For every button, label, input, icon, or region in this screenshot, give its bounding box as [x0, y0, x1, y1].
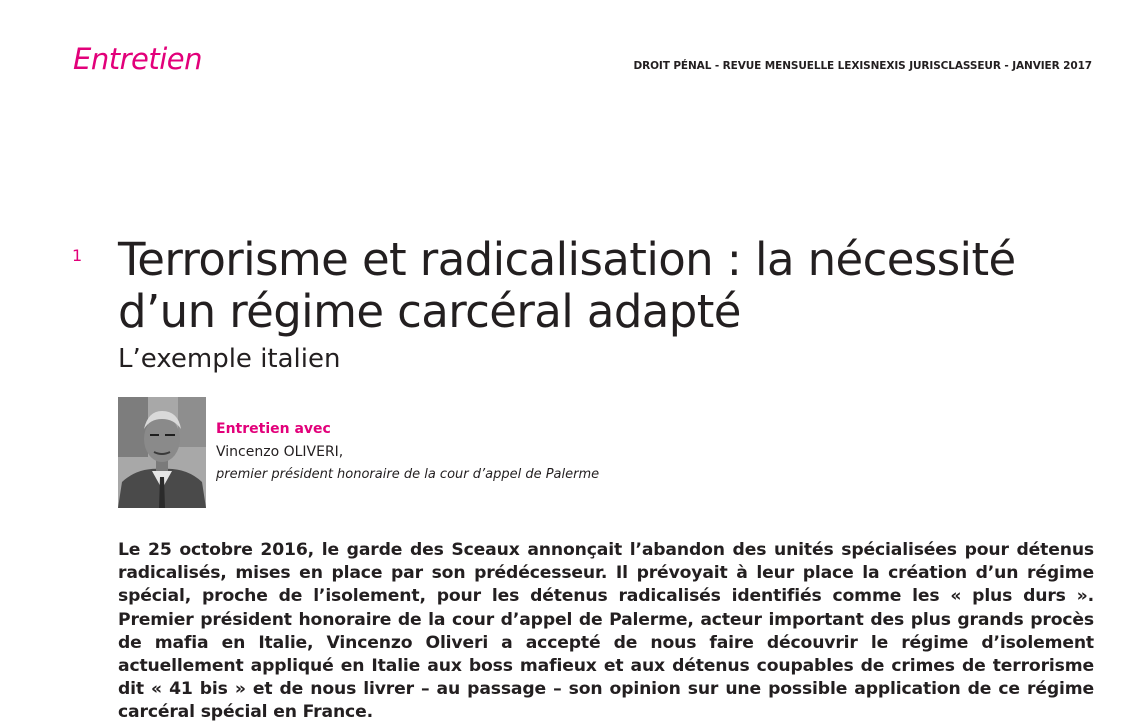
interview-label: Entretien avec — [216, 421, 331, 437]
interviewee-photo — [118, 397, 206, 508]
interviewee-role: premier président honoraire de la cour d’appel de Palerme — [216, 467, 600, 482]
article-title: Terrorisme et radicalisation : la nécessité d’un régime carcéral adapté — [118, 233, 1016, 338]
article-intro: Le 25 octobre 2016, le garde des Sceaux annonçait l’abandon des unités spécialisées pour détenus radicalisés, mises en place par son prédécesseur. Il prévoyait à leur place la création d’un régime spécial, proche de l’isolement, pour les détenus radicalisés identifiés comme les « plus durs ». Premier président honoraire de la cour d’appel de Palerme, acteur important des plus grands procès de mafia en Italie, Vincenzo Oliveri a accepté de nous faire découvrir le régime d’isolement actuellement appliqué en Italie aux boss mafieux et aux détenus coupables de crimes de terrorisme dit « 41 bis » et de nous livrer – au passage – son opinion sur une possible application de ce régime carcéral spécial en France. — [118, 540, 1094, 723]
article-number: 1 — [72, 246, 83, 265]
section-label: Entretien — [73, 42, 202, 76]
interviewee-name: Vincenzo OLIVERI, — [216, 444, 344, 460]
article-subtitle: L’exemple italien — [118, 344, 341, 374]
journal-header: DROIT PÉNAL - REVUE MENSUELLE LEXISNEXIS JURISCLASSEUR - JANVIER 2017 — [633, 60, 1092, 72]
interview-block — [216, 420, 599, 483]
